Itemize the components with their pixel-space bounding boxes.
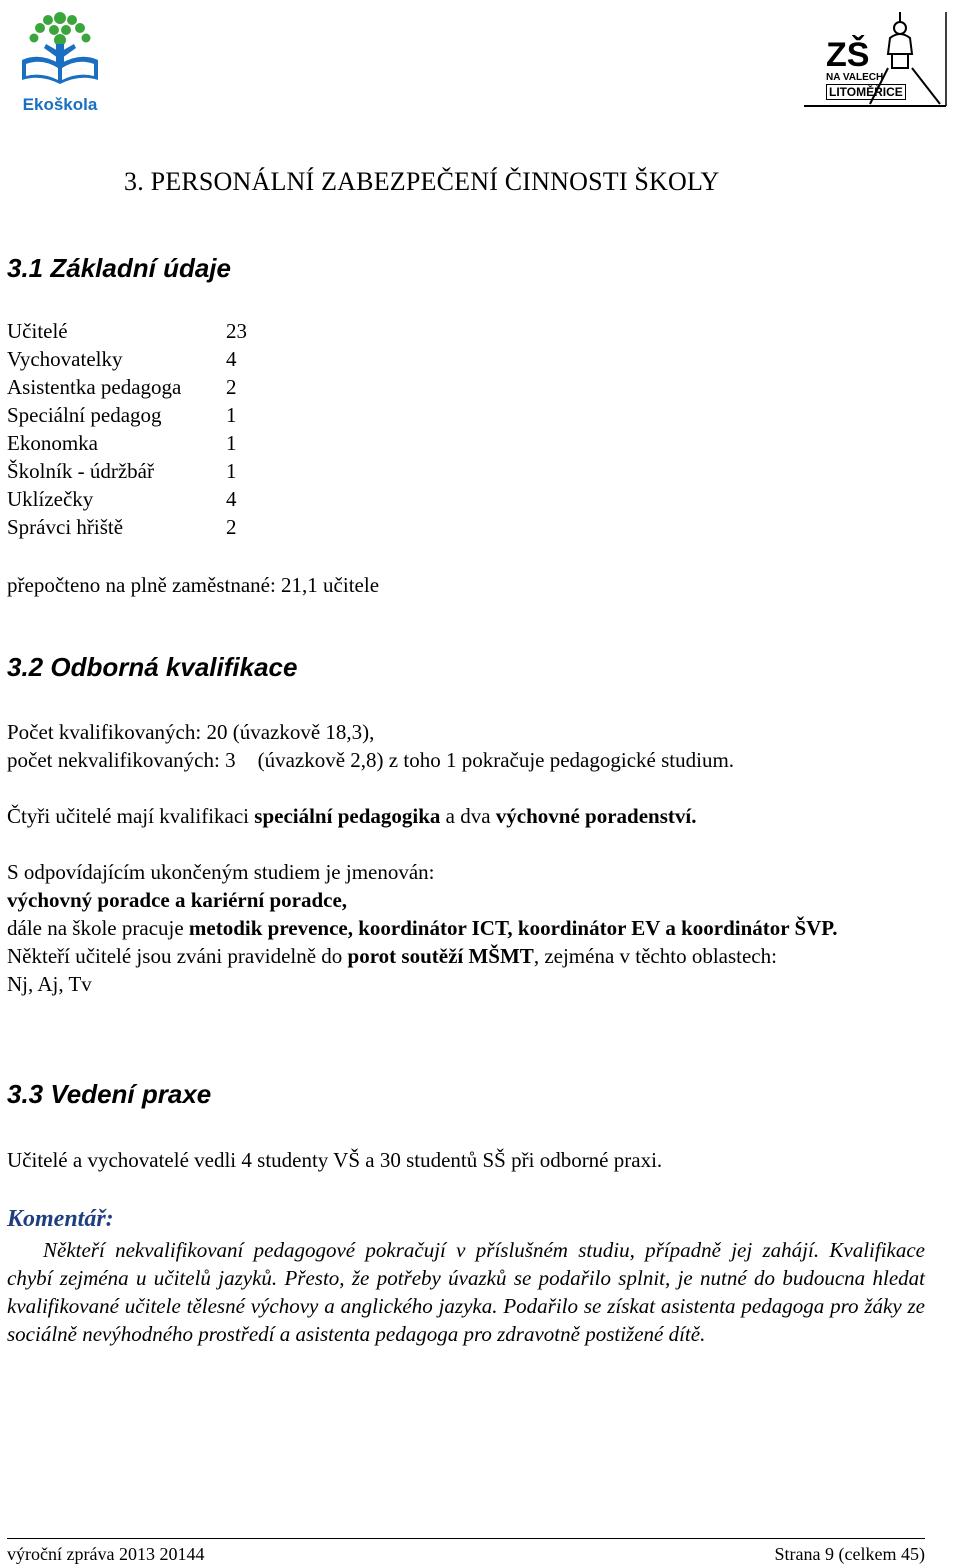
staff-label: Správci hřiště [7, 515, 124, 539]
spec-counseling: výchovné poradenství. [495, 804, 697, 828]
fte-note: přepočteno na plně zaměstnané: 21,1 učitele [7, 573, 380, 597]
staff-label: Vychovatelky [7, 347, 123, 371]
page-title: 3. PERSONÁLNÍ ZABEZPEČENÍ ČINNOSTI ŠKOLY [124, 167, 720, 196]
school-logo-na-valech: NA VALECH [826, 72, 884, 83]
staff-row [7, 513, 267, 541]
footer-page-number: Strana 9 (celkem 45) [774, 1544, 925, 1564]
unqualified-line [7, 746, 927, 774]
comment-label: Komentář: [7, 1206, 114, 1232]
jury-bold: porot soutěží MŠMT [347, 944, 534, 968]
heading-qualification: 3.2 Odborná kvalifikace [7, 652, 298, 682]
school-logo-litomerice: LITOMĚŘICE [826, 84, 906, 100]
staff-label: Uklízečky [7, 487, 94, 511]
school-logo-zs: ZŠ [826, 36, 870, 74]
staff-label: Speciální pedagog [7, 403, 162, 427]
jury-suffix: , zejména v těchto oblastech: [533, 944, 777, 968]
other-roles: metodik prevence, koordinátor ICT, koordinátor EV a koordinátor ŠVP. [188, 916, 838, 940]
ekoskola-logo [18, 8, 102, 114]
appointment-roles: výchovný poradce a kariérní poradce, [7, 888, 348, 912]
footer-report-title: výroční zpráva 2013 20144 [7, 1544, 205, 1564]
tree-book-icon [18, 8, 102, 88]
staff-count: 4 [226, 347, 237, 371]
staff-row [7, 317, 267, 345]
footer-divider [7, 1538, 925, 1539]
staff-table [7, 317, 267, 541]
heading-practice: 3.3 Vedení praxe [7, 1079, 212, 1109]
comment-text: Někteří nekvalifikovaní pedagogové pokračují v příslušném studiu, případně jej zahájí. Kvalifikace chybí zejména u učitelů jazyků. Přesto, že potřeby úvazků se podařilo splnit, je nutné do budoucna hledat kvalifikované učitele tělesné výchovy a anglického jazyka. Podařilo se získat asistenta pedagoga pro žáky ze sociálně nevýhodného prostředí a asistenta pedagoga pro zdravotně postižené dítě. [7, 1238, 925, 1346]
spec-prefix: Čtyři učitelé mají kvalifikaci [7, 804, 255, 828]
appointment-intro: S odpovídajícím ukončeným studiem je jmenován: [7, 860, 435, 884]
staff-count: 1 [226, 431, 237, 455]
practice-text: Učitelé a vychovatelé vedli 4 studenty VŠ a 30 studentů SŠ při odborné praxi. [7, 1148, 663, 1172]
ekoskola-wordmark: Ekoškola [22, 95, 98, 114]
staff-count: 1 [226, 403, 237, 427]
staff-row [7, 401, 267, 429]
staff-row [7, 457, 267, 485]
jury-prefix: Někteří učitelé jsou zváni pravidelně do [7, 944, 348, 968]
staff-label: Školník - údržbář [7, 459, 154, 483]
footer [7, 1543, 925, 1565]
staff-row [7, 373, 267, 401]
staff-count: 4 [226, 487, 237, 511]
comment-block [7, 1204, 925, 1348]
qualified-count: Počet kvalifikovaných: 20 (úvazkově 18,3), [7, 720, 375, 744]
spec-special-pedagogy: speciální pedagogika [254, 804, 441, 828]
unqualified-count: počet nekvalifikovaných: 3 [7, 748, 236, 772]
staff-row [7, 485, 267, 513]
staff-count: 2 [226, 375, 237, 399]
school-logo [800, 8, 950, 108]
specialization-line [7, 802, 927, 830]
staff-count: 2 [226, 515, 237, 539]
heading-basic-data: 3.1 Základní údaje [7, 253, 231, 283]
appointment-block [7, 858, 927, 998]
staff-label: Učitelé [7, 319, 68, 343]
jury-areas: Nj, Aj, Tv [7, 972, 92, 996]
staff-count: 1 [226, 459, 237, 483]
other-roles-prefix: dále na škole pracuje [7, 916, 189, 940]
spec-mid: a dva [440, 804, 496, 828]
staff-row [7, 429, 267, 457]
staff-count: 23 [226, 319, 247, 343]
unqualified-detail: (úvazkově 2,8) z toho 1 pokračuje pedagogické studium. [257, 748, 735, 772]
staff-label: Asistentka pedagoga [7, 375, 182, 399]
staff-row [7, 345, 267, 373]
staff-label: Ekonomka [7, 431, 98, 455]
